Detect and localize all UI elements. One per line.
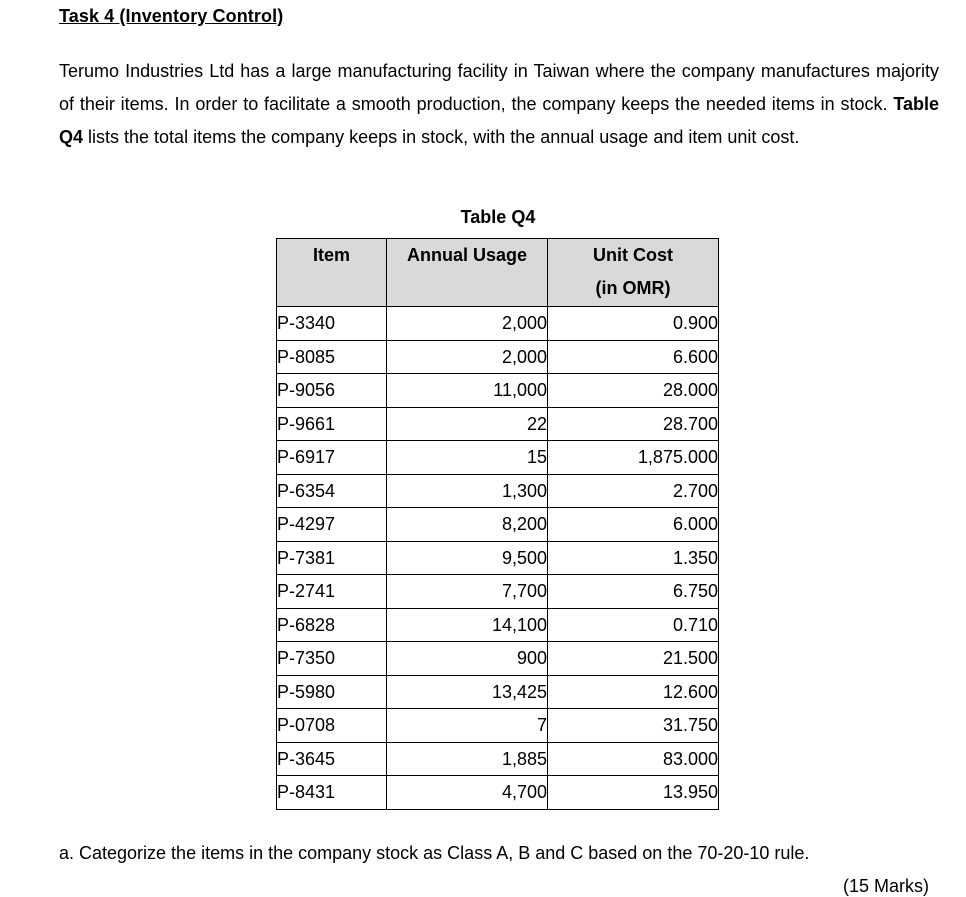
table-header-row xyxy=(277,239,719,307)
cell-item: P-6354 xyxy=(277,474,387,508)
cell-annual-usage: 1,885 xyxy=(387,742,548,776)
cell-annual-usage: 2,000 xyxy=(387,307,548,341)
table-row xyxy=(277,642,719,676)
intro-paragraph xyxy=(59,55,939,154)
cell-unit-cost: 12.600 xyxy=(548,675,719,709)
table-row xyxy=(277,709,719,743)
table-row xyxy=(277,307,719,341)
cell-annual-usage: 4,700 xyxy=(387,776,548,810)
intro-text-end: lists the total items the company keeps in stock, with the annual usage and item unit cost. xyxy=(83,127,800,147)
cell-item: P-3340 xyxy=(277,307,387,341)
cell-annual-usage: 2,000 xyxy=(387,340,548,374)
table-row xyxy=(277,575,719,609)
cell-item: P-6917 xyxy=(277,441,387,475)
cell-item: P-7381 xyxy=(277,541,387,575)
table-row xyxy=(277,407,719,441)
cell-item: P-9661 xyxy=(277,407,387,441)
cell-annual-usage: 14,100 xyxy=(387,608,548,642)
header-annual-usage: Annual Usage xyxy=(387,239,548,307)
inventory-table xyxy=(276,238,719,810)
question-a: a. Categorize the items in the company stock as Class A, B and C based on the 70-20-10 rule. xyxy=(59,843,810,863)
cell-item: P-0708 xyxy=(277,709,387,743)
table-caption: Table Q4 xyxy=(460,207,536,227)
cell-item: P-2741 xyxy=(277,575,387,609)
cell-unit-cost: 83.000 xyxy=(548,742,719,776)
table-row xyxy=(277,474,719,508)
cell-unit-cost: 2.700 xyxy=(548,474,719,508)
cell-item: P-8431 xyxy=(277,776,387,810)
intro-text-start: Terumo Industries Ltd has a large manufacturing facility in Taiwan where the company manufactures majority of their items. In order to facilitate a smooth production, the company keeps the needed items in stock. xyxy=(59,61,939,114)
cell-item: P-8085 xyxy=(277,340,387,374)
table-row xyxy=(277,675,719,709)
cell-unit-cost: 1,875.000 xyxy=(548,441,719,475)
question-marks: (15 Marks) xyxy=(843,876,930,896)
cell-unit-cost: 6.750 xyxy=(548,575,719,609)
table-body xyxy=(277,307,719,810)
cell-annual-usage: 1,300 xyxy=(387,474,548,508)
cell-annual-usage: 11,000 xyxy=(387,374,548,408)
cell-item: P-7350 xyxy=(277,642,387,676)
table-row xyxy=(277,541,719,575)
cell-item: P-4297 xyxy=(277,508,387,542)
cell-unit-cost: 6.000 xyxy=(548,508,719,542)
table-row xyxy=(277,441,719,475)
cell-unit-cost: 21.500 xyxy=(548,642,719,676)
table-reference: Table Q4 xyxy=(59,94,939,147)
table-row xyxy=(277,508,719,542)
cell-annual-usage: 9,500 xyxy=(387,541,548,575)
table-row xyxy=(277,608,719,642)
cell-unit-cost: 1.350 xyxy=(548,541,719,575)
cell-item: P-3645 xyxy=(277,742,387,776)
cell-unit-cost: 13.950 xyxy=(548,776,719,810)
cell-annual-usage: 13,425 xyxy=(387,675,548,709)
cell-unit-cost: 6.600 xyxy=(548,340,719,374)
cell-unit-cost: 0.900 xyxy=(548,307,719,341)
cell-unit-cost: 31.750 xyxy=(548,709,719,743)
cell-item: P-5980 xyxy=(277,675,387,709)
cell-annual-usage: 7 xyxy=(387,709,548,743)
header-unit-cost xyxy=(548,239,719,307)
task-title: Task 4 (Inventory Control) xyxy=(59,6,284,26)
cell-annual-usage: 7,700 xyxy=(387,575,548,609)
cell-annual-usage: 15 xyxy=(387,441,548,475)
cell-annual-usage: 22 xyxy=(387,407,548,441)
header-unit-cost-line1: Unit Cost xyxy=(593,245,673,265)
table-row xyxy=(277,742,719,776)
table-row xyxy=(277,374,719,408)
table-row xyxy=(277,340,719,374)
cell-annual-usage: 900 xyxy=(387,642,548,676)
header-unit-cost-line2: (in OMR) xyxy=(595,278,671,298)
cell-unit-cost: 0.710 xyxy=(548,608,719,642)
cell-unit-cost: 28.700 xyxy=(548,407,719,441)
cell-item: P-9056 xyxy=(277,374,387,408)
table-row xyxy=(277,776,719,810)
cell-item: P-6828 xyxy=(277,608,387,642)
cell-annual-usage: 8,200 xyxy=(387,508,548,542)
header-item: Item xyxy=(277,239,387,307)
cell-unit-cost: 28.000 xyxy=(548,374,719,408)
